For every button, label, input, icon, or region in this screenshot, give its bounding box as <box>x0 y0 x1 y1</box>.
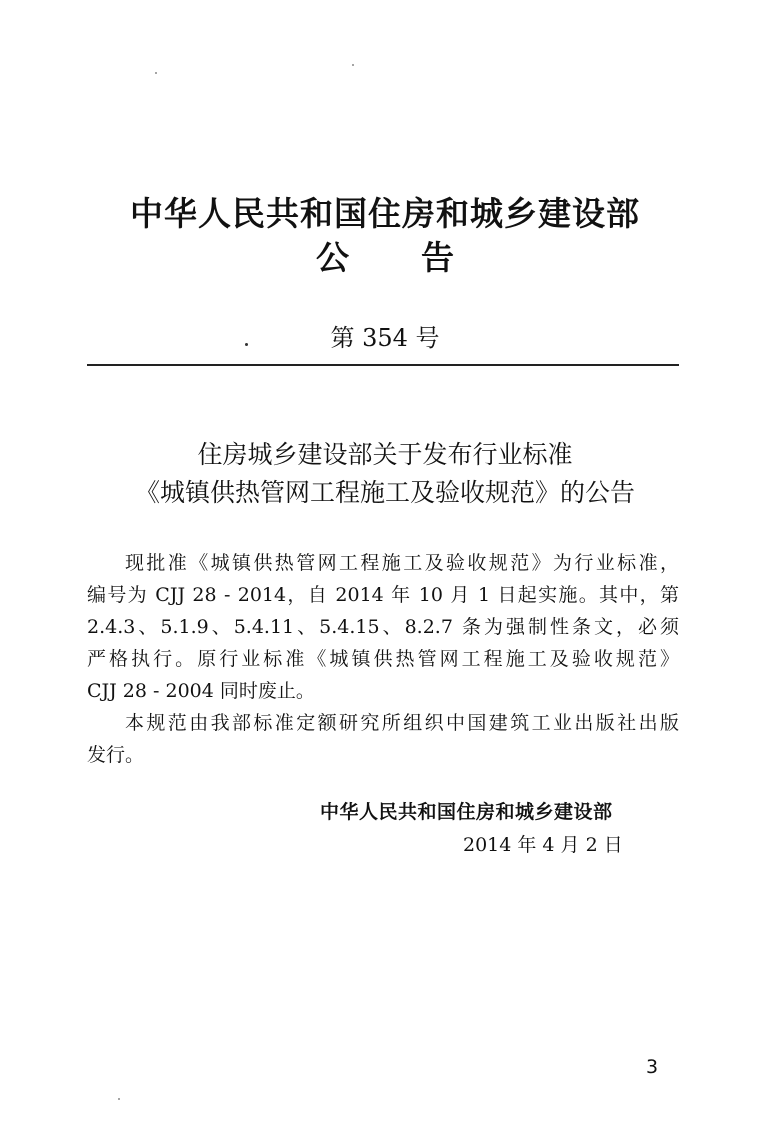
notice-number: 第 354 号 <box>330 324 440 352</box>
scan-speck <box>118 1098 120 1100</box>
scan-speck <box>155 72 157 74</box>
announcement-title <box>0 436 770 512</box>
notice-label-char: 公 <box>316 238 349 277</box>
body-line: 本规范由我部标准定额研究所组织中国建筑工业出版社出版 <box>125 712 679 734</box>
announcement-title-line: 《城镇供热管网工程施工及验收规范》的公告 <box>134 478 635 507</box>
notice-label-char: 告 <box>421 238 454 277</box>
header-divider <box>87 364 679 366</box>
signature: 中华人民共和国住房和城乡建设部 <box>320 801 613 823</box>
notice-label <box>0 232 770 279</box>
issue-date: 2014 年 4 月 2 日 <box>463 834 623 856</box>
body-line: 现批准《城镇供热管网工程施工及验收规范》为行业标准， <box>125 552 679 574</box>
announcement-title-line: 住房城乡建设部关于发布行业标准 <box>197 440 573 469</box>
scan-dot <box>245 343 248 346</box>
body-line: 发行。 <box>87 744 145 766</box>
body-line: 编号为 CJJ 28 - 2014，自 2014 年 10 月 1 日起实施。其中，第 <box>87 584 679 606</box>
page-number: 3 <box>646 1056 659 1078</box>
body-line: 2.4.3、5.1.9、5.4.11、5.4.15、8.2.7 条为强制性条文，必须 <box>87 616 679 638</box>
scan-speck <box>352 64 354 66</box>
body-text <box>87 547 679 771</box>
body-line: CJJ 28 - 2004 同时废止。 <box>87 680 315 702</box>
body-line: 严格执行。原行业标准《城镇供热管网工程施工及验收规范》 <box>87 648 679 670</box>
ministry-title: 中华人民共和国住房和城乡建设部 <box>130 194 640 233</box>
